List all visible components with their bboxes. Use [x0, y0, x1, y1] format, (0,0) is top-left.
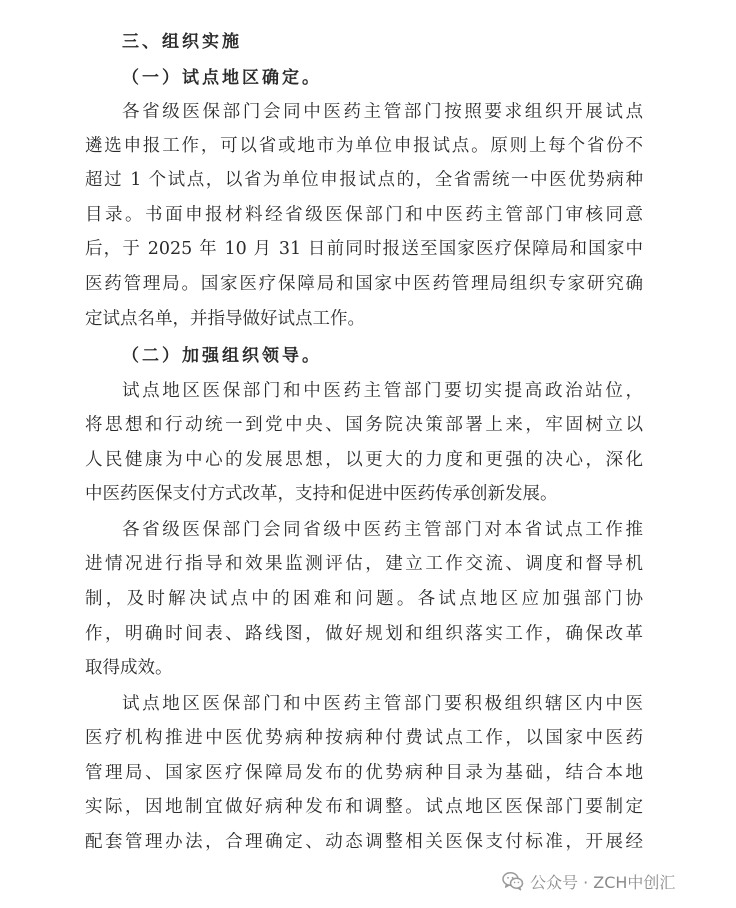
paragraph-line: 作，明确时间表、路线图，做好规划和组织落实工作，确保改革 [85, 624, 643, 644]
paragraph-line: 配套管理办法，合理确定、动态调整相关医保支付标准，开展经 [85, 832, 643, 852]
subsection-title: （二）加强组织领导。 [122, 346, 322, 366]
paragraph-line: 目录。书面申报材料经省级医保部门和中医药主管部门审核同意 [85, 205, 643, 225]
paragraph-line: 取得成效。 [85, 658, 173, 678]
paragraph-line: 医药管理局。国家医疗保障局和国家中医药管理局组织专家研究确 [85, 274, 643, 294]
section-title: 三、组织实施 [122, 32, 242, 52]
paragraph-line: 管理局、国家医疗保障局发布的优势病种目录为基础，结合本地 [85, 763, 643, 783]
paragraph-line: 各省级医保部门会同省级中医药主管部门对本省试点工作推 [122, 520, 643, 540]
paragraph-line: 制，及时解决试点中的困难和问题。各试点地区应加强部门协 [85, 589, 643, 609]
watermark [502, 868, 675, 894]
paragraph-line: 人民健康为中心的发展思想，以更大的力度和更强的决心，深化 [85, 450, 643, 470]
paragraph-line: 实际，因地制宜做好病种发布和调整。试点地区医保部门要制定 [85, 797, 643, 817]
paragraph-line: 试点地区医保部门和中医药主管部门要切实提高政治站位， [122, 381, 643, 401]
paragraph-line: 超过 1 个试点，以省为单位申报试点的，全省需统一中医优势病种 [85, 170, 643, 190]
paragraph-line: 后，于 2025 年 10 月 31 日前同时报送至国家医疗保障局和国家中 [85, 239, 643, 259]
subsection-title: （一）试点地区确定。 [122, 68, 322, 88]
paragraph-line: 定试点名单，并指导做好试点工作。 [85, 309, 365, 329]
paragraph-line: 试点地区医保部门和中医药主管部门要积极组织辖区内中医 [122, 694, 643, 714]
wechat-icon [502, 871, 524, 891]
paragraph-line: 中医药医保支付方式改革，支持和促进中医药传承创新发展。 [85, 484, 558, 504]
paragraph-line: 各省级医保部门会同中医药主管部门按照要求组织开展试点 [122, 102, 643, 122]
paragraph-line: 遴选申报工作，可以省或地市为单位申报试点。原则上每个省份不 [85, 136, 643, 156]
paragraph-line: 进情况进行指导和效果监测评估，建立工作交流、调度和督导机 [85, 554, 643, 574]
paragraph-line: 将思想和行动统一到党中央、国务院决策部署上来，牢固树立以 [85, 415, 643, 435]
watermark-text: 公众号 · ZCH中创汇 [530, 872, 676, 892]
paragraph-line: 医疗机构推进中医优势病种按病种付费试点工作，以国家中医药 [85, 728, 643, 748]
